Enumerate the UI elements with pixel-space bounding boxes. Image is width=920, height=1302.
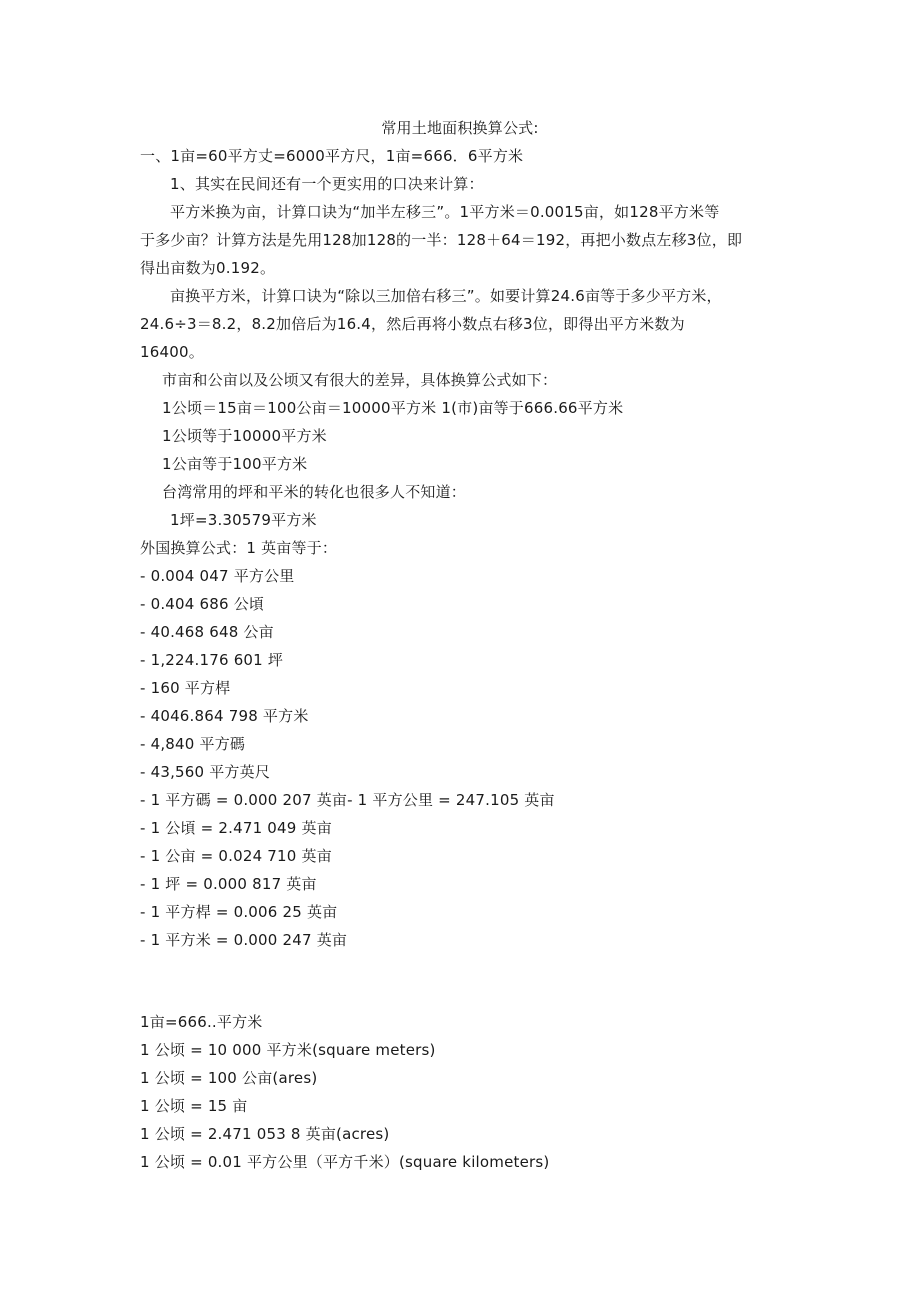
text-line-2: 1、其实在民间还有一个更实用的口决来计算： bbox=[170, 175, 484, 193]
text-line-18: - 40.468 648 公亩 bbox=[140, 623, 274, 641]
text-line-20: - 160 平方桿 bbox=[140, 679, 231, 697]
text-line-24: - 1 平方碼 = 0.000 207 英亩- 1 平方公里 = 247.105 英亩 bbox=[140, 791, 555, 809]
text-line-11: 1公顷等于10000平方米 bbox=[162, 427, 327, 445]
text-line-19: - 1,224.176 601 坪 bbox=[140, 651, 284, 669]
text-line-26: - 1 公亩 = 0.024 710 英亩 bbox=[140, 847, 332, 865]
text-line-7: 24.6÷3＝8.2，8.2加倍后为16.4，然后再将小数点右移3位，即得出平方米数为 bbox=[140, 315, 685, 333]
text-line-3: 平方米换为亩，计算口诀为“加半左移三”。1平方米＝0.0015亩，如128平方米等 bbox=[170, 203, 720, 221]
text-line-33: 1 公顷 = 15 亩 bbox=[140, 1097, 248, 1115]
text-line-12: 1公亩等于100平方米 bbox=[162, 455, 308, 473]
text-line-30: 1亩=666..平方米 bbox=[140, 1013, 263, 1031]
text-line-22: - 4,840 平方碼 bbox=[140, 735, 246, 753]
text-line-25: - 1 公頃 = 2.471 049 英亩 bbox=[140, 819, 332, 837]
text-line-17: - 0.404 686 公頃 bbox=[140, 595, 265, 613]
text-line-35: 1 公顷 = 0.01 平方公里（平方千米）(square kilometers) bbox=[140, 1153, 550, 1171]
text-line-34: 1 公顷 = 2.471 053 8 英亩(acres) bbox=[140, 1125, 390, 1143]
text-line-28: - 1 平方桿 = 0.006 25 英亩 bbox=[140, 903, 338, 921]
text-line-14: 1坪=3.30579平方米 bbox=[170, 511, 317, 529]
text-line-1: 一、1亩=60平方丈=6000平方尺，1亩=666．6平方米 bbox=[140, 147, 524, 165]
text-line-23: - 43,560 平方英尺 bbox=[140, 763, 271, 781]
document-title: 常用土地面积换算公式: bbox=[381, 119, 539, 137]
text-line-13: 台湾常用的坪和平米的转化也很多人不知道： bbox=[162, 483, 467, 501]
text-line-6: 亩换平方米，计算口诀为“除以三加倍右移三”。如要计算24.6亩等于多少平方米， bbox=[170, 287, 722, 305]
text-line-32: 1 公顷 = 100 公亩(ares) bbox=[140, 1069, 318, 1087]
text-line-8: 16400。 bbox=[140, 343, 204, 361]
text-line-10: 1公顷＝15亩＝100公亩＝10000平方米 1(市)亩等于666.66平方米 bbox=[162, 399, 624, 417]
text-line-29: - 1 平方米 = 0.000 247 英亩 bbox=[140, 931, 348, 949]
text-line-21: - 4046.864 798 平方米 bbox=[140, 707, 309, 725]
text-line-4: 于多少亩？计算方法是先用128加128的一半：128＋64＝192，再把小数点左移3位，即 bbox=[140, 231, 743, 249]
text-line-16: - 0.004 047 平方公里 bbox=[140, 567, 295, 585]
text-line-5: 得出亩数为0.192。 bbox=[140, 259, 276, 277]
text-line-31: 1 公顷 = 10 000 平方米(square meters) bbox=[140, 1041, 436, 1059]
text-line-27: - 1 坪 = 0.000 817 英亩 bbox=[140, 875, 317, 893]
text-line-9: 市亩和公亩以及公顷又有很大的差异，具体换算公式如下： bbox=[162, 371, 558, 389]
text-line-15: 外国换算公式：1 英亩等于： bbox=[140, 539, 338, 557]
